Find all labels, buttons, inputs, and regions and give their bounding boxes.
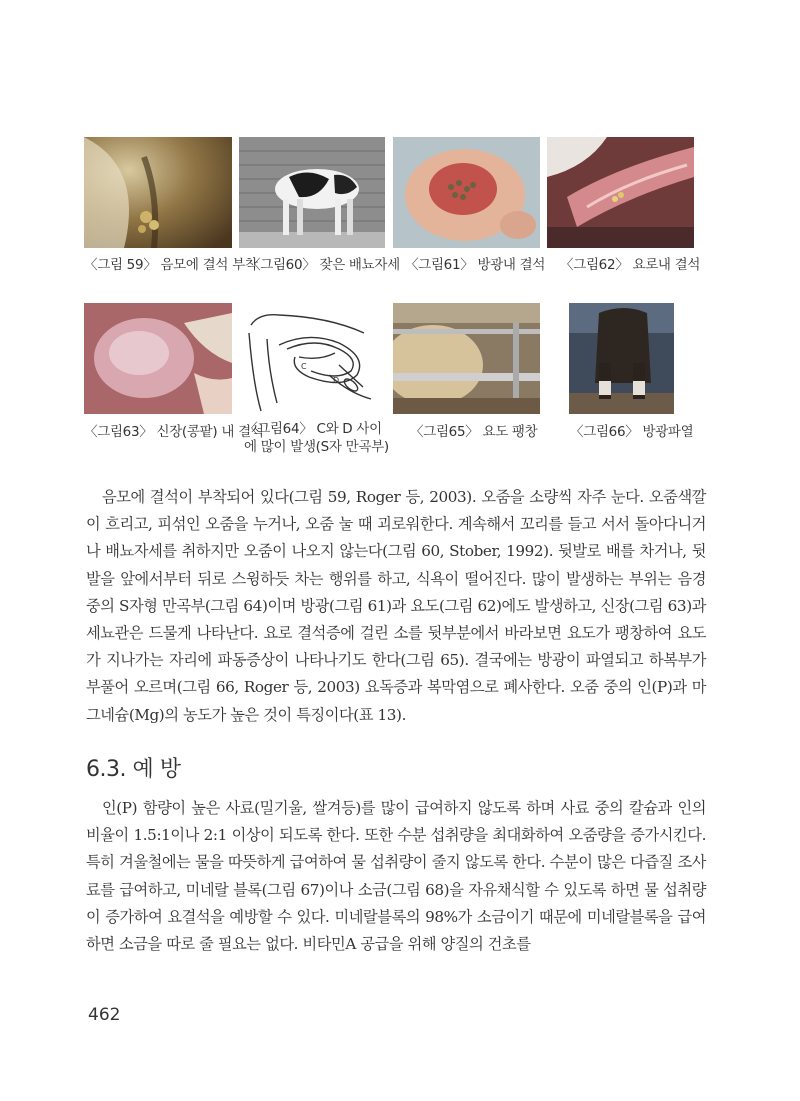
figure-59-photo bbox=[84, 137, 232, 248]
paragraph-1-text: 음모에 결석이 부착되어 있다(그림 59, Roger 등, 2003). 오줌을 소량씩 자주 눈다. 오줌색깔이 흐리고, 피섞인 오줌을 누거나, 오줌 눌 때 괴로워한다. 계속해서 꼬리를 들고 서서 돌아다니거나 배뇨자세를 취하지만 오줌이 나오지 않는다(그림 60, Stober, 1992). 뒷발로 배를 차거나, 뒷발을 앞에서부터 뒤로 스윙하듯 차는 행위를 하고, 식욕이 떨어진다. 많이 발생하는 부위는 음경 중의 S자형 만곡부(그림 64)이며 방광(그림 61)과 요도(그림 62)에도 발생하고, 신장(그림 63)과 세뇨관은 드물게 나타난다. 요로 결석증에 걸린 소를 뒷부분에서 바라보면 요도가 팽창하여 요도가 지나가는 자리에 파동증상이 나타나기도 한다(그림 65). 결국에는 방광이 파열되고 하복부가 부풀어 오르며(그림 66, Roger 등, 2003) 요독증과 복막염으로 폐사한다. 오줌 중의 인(P)과 마그네슘(Mg)의 농도가 높은 것이 특징이다(표 13). bbox=[86, 488, 706, 724]
figure-61-photo bbox=[393, 137, 540, 248]
figure-66-caption: 〈그림66〉 방광파열 bbox=[570, 424, 694, 440]
figure-60-caption: 〈그림60〉 잦은 배뇨자세 bbox=[247, 257, 400, 273]
section-heading: 6.3. 예 방 bbox=[86, 757, 181, 782]
figure-63-caption: 〈그림63〉 신장(콩팥) 내 결석 bbox=[84, 424, 264, 440]
body-paragraph-2 bbox=[86, 795, 706, 958]
figure-64-caption: 〈그림64〉 C와 D 사이에 많이 발생(S자 만곡부) bbox=[244, 421, 389, 455]
figure-66-photo bbox=[569, 303, 674, 414]
page-number: 462 bbox=[88, 1005, 121, 1025]
figure-62-caption: 〈그림62〉 요로내 결석 bbox=[560, 257, 701, 273]
diagram-label-d: D bbox=[333, 376, 340, 385]
figure-63-photo bbox=[84, 303, 232, 414]
figure-60-photo bbox=[239, 137, 385, 248]
figure-65-photo bbox=[393, 303, 540, 414]
figure-62-photo bbox=[547, 137, 694, 248]
figure-61-caption: 〈그림61〉 방광내 결석 bbox=[405, 257, 546, 273]
diagram-label-c: C bbox=[301, 362, 307, 371]
body-paragraph-1 bbox=[86, 484, 706, 729]
figure-65-caption: 〈그림65〉 요도 팽창 bbox=[410, 424, 538, 440]
paragraph-2-text: 인(P) 함량이 높은 사료(밀기울, 쌀겨등)를 많이 급여하지 않도록 하며 사료 중의 칼슘과 인의 비율이 1.5:1이나 2:1 이상이 되도록 한다. 또한 수분 섭취량을 최대화하여 오줌량을 증가시킨다. 특히 겨울철에는 물을 따뜻하게 급여하여 물 섭취량이 줄지 않도록 한다. 수분이 많은 다즙질 조사료를 급여하고, 미네랄 블록(그림 67)이나 소금(그림 68)을 자유채식할 수 있도록 하면 물 섭취량이 증가하여 요결석을 예방할 수 있다. 미네랄블록의 98%가 소금이기 때문에 미네랄블록을 급여하면 소금을 따로 줄 필요는 없다. 비타민A 공급을 위해 양질의 건초를 bbox=[86, 799, 706, 954]
figure-59-caption: 〈그림 59〉 음모에 결석 부착 bbox=[84, 257, 258, 273]
figure-64-diagram bbox=[239, 303, 385, 414]
